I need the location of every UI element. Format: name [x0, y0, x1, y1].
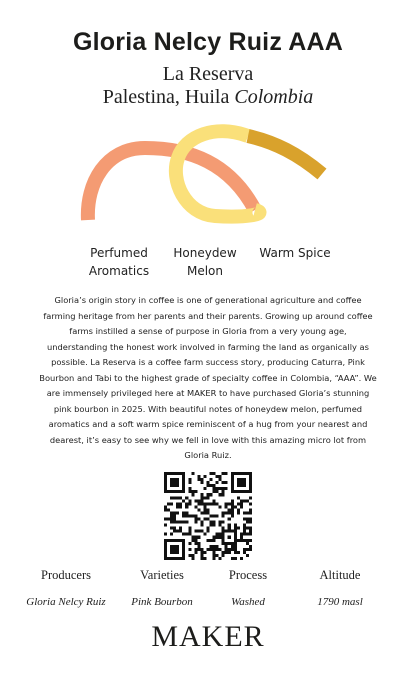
flavour-stroke-spice — [248, 136, 322, 174]
origin-story-text: Gloria’s origin story in coffee is one of generational agriculture and coffee farming heritage from her parents and their parents. Growing up around coffee farms instilled a sense of purpose in Gloria from a very young age, understanding the honest work involved in farming the land as organically as possible. La Reserva is a coffee farm success story, producing Caturra, Pink Bourbon and Tabi to the highest grade of specialty coffee in Colombia, “AAA”. We are immensely privileged here at MAKER to have purchased Gloria’s stunning pink bourbon in 2025. With beautiful notes of honeydew melon, perfumed aromatics and a soft warm spice reminiscent of a hug from your nearest and dearest, it’s easy to see why we fell in love with this amazing micro lot from Gloria Ruiz. — [39, 295, 377, 460]
detail-producers: Producers Gloria Nelcy Ruiz — [26, 568, 106, 608]
farm-name: La Reserva — [162, 63, 254, 85]
detail-altitude: Altitude 1790 masl — [317, 568, 363, 608]
origin-country: Colombia — [234, 86, 314, 108]
brand-logo: MAKER — [151, 620, 265, 653]
flavour-note-spice: Warm Spice — [259, 246, 331, 260]
coffee-title: Gloria Nelcy Ruiz AAA — [73, 28, 343, 56]
detail-process: Process Washed — [228, 568, 268, 608]
flavour-note-honeydew: Honeydew Melon — [173, 246, 237, 278]
coffee-details-row — [0, 568, 416, 618]
qr-code[interactable] — [164, 472, 252, 560]
detail-varieties: Varieties Pink Bourbon — [131, 568, 193, 608]
origin-location — [0, 86, 416, 109]
flavour-swirl-graphic — [70, 118, 340, 228]
origin-region: Palestina, Huila — [102, 86, 230, 108]
flavour-note-perfumed: Perfumed Aromatics — [88, 246, 150, 278]
